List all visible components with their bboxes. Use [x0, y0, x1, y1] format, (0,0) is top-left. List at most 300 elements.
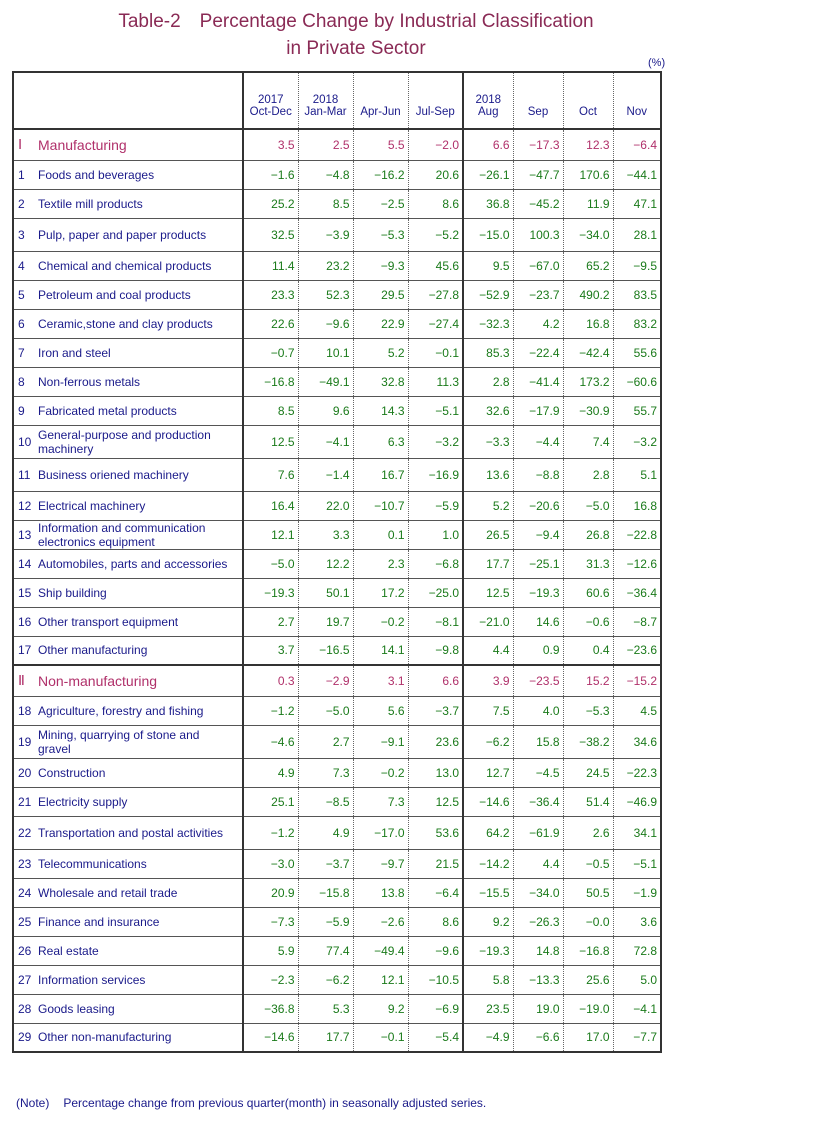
row-label — [13, 878, 243, 907]
value-cell: −8.7 — [613, 607, 661, 636]
column-header-year — [564, 94, 613, 106]
row-label — [13, 280, 243, 309]
value-cell: −10.7 — [353, 491, 408, 520]
row-label — [13, 849, 243, 878]
value-cell: −9.5 — [613, 251, 661, 280]
table-title — [0, 8, 712, 62]
value-cell: 32.8 — [353, 367, 408, 396]
value-cell: 9.5 — [463, 251, 513, 280]
value-cell: 12.1 — [243, 520, 298, 549]
row-label-text: Goods leasing — [38, 1001, 115, 1016]
table-row — [13, 425, 661, 458]
value-cell: −0.2 — [353, 607, 408, 636]
value-cell: 22.0 — [298, 491, 353, 520]
row-label-text: Foods and beverages — [38, 167, 155, 182]
value-cell: −34.0 — [513, 878, 563, 907]
table-body — [13, 72, 661, 1052]
value-cell: 2.8 — [563, 458, 613, 491]
value-cell: −17.3 — [513, 129, 563, 160]
value-cell: 28.1 — [613, 218, 661, 251]
row-label — [13, 607, 243, 636]
value-cell: 9.2 — [353, 994, 408, 1023]
value-cell: 2.8 — [463, 367, 513, 396]
row-label-text: Telecommunications — [38, 856, 147, 871]
row-number: 28 — [18, 1001, 32, 1016]
row-label — [13, 994, 243, 1023]
value-cell: 5.0 — [613, 965, 661, 994]
value-cell: 23.5 — [463, 994, 513, 1023]
value-cell: −0.1 — [408, 338, 463, 367]
value-cell: −17.0 — [353, 816, 408, 849]
value-cell: 0.4 — [563, 636, 613, 665]
value-cell: 23.2 — [298, 251, 353, 280]
row-label-text: Information services — [38, 972, 146, 987]
value-cell: 50.1 — [298, 578, 353, 607]
value-cell: 13.8 — [353, 878, 408, 907]
value-cell: −19.3 — [243, 578, 298, 607]
value-cell: −0.5 — [563, 849, 613, 878]
table-row — [13, 309, 661, 338]
value-cell: −5.3 — [563, 696, 613, 725]
value-cell: −4.4 — [513, 425, 563, 458]
value-cell: 6.6 — [408, 665, 463, 696]
value-cell: −15.8 — [298, 878, 353, 907]
row-label-text: Non-ferrous metals — [38, 374, 141, 389]
value-cell: −4.5 — [513, 758, 563, 787]
value-cell: −5.2 — [408, 218, 463, 251]
value-cell: 12.7 — [463, 758, 513, 787]
row-number: 14 — [18, 556, 32, 571]
value-cell: −5.1 — [408, 396, 463, 425]
value-cell: −34.0 — [563, 218, 613, 251]
value-cell: 5.2 — [463, 491, 513, 520]
row-label-text: Chemical and chemical products — [38, 258, 212, 273]
value-cell: −47.7 — [513, 160, 563, 189]
value-cell: 22.9 — [353, 309, 408, 338]
value-cell: −9.4 — [513, 520, 563, 549]
section-row — [13, 665, 661, 696]
value-cell: 72.8 — [613, 936, 661, 965]
row-label — [13, 636, 243, 665]
row-number: 22 — [18, 825, 32, 840]
value-cell: 65.2 — [563, 251, 613, 280]
value-cell: 53.6 — [408, 816, 463, 849]
value-cell: −16.8 — [243, 367, 298, 396]
table-row — [13, 491, 661, 520]
table-row — [13, 878, 661, 907]
value-cell: −2.9 — [298, 665, 353, 696]
value-cell: 100.3 — [513, 218, 563, 251]
value-cell: −14.6 — [243, 1023, 298, 1052]
row-label-text: Other non-manufacturing — [38, 1030, 172, 1045]
value-cell: −19.3 — [513, 578, 563, 607]
table-row — [13, 907, 661, 936]
table-row — [13, 189, 661, 218]
row-number: 19 — [18, 734, 32, 749]
value-cell: −3.7 — [298, 849, 353, 878]
row-label-text: Other transport equipment — [38, 614, 179, 629]
row-number: 1 — [18, 167, 25, 182]
value-cell: 3.7 — [243, 636, 298, 665]
value-cell: −3.0 — [243, 849, 298, 878]
row-label-text: General-purpose and production machinery — [38, 427, 211, 456]
value-cell: −0.0 — [563, 907, 613, 936]
row-label-text: Electricity supply — [38, 794, 128, 809]
row-label-text: Business oriened machinery — [38, 467, 189, 482]
value-cell: −45.2 — [513, 189, 563, 218]
title-line-1: Table-2 Percentage Change by Industrial Classification — [118, 11, 594, 32]
row-label — [13, 907, 243, 936]
value-cell: 83.5 — [613, 280, 661, 309]
table-row — [13, 696, 661, 725]
value-cell: 4.5 — [613, 696, 661, 725]
value-cell: −16.8 — [563, 936, 613, 965]
value-cell: −25.1 — [513, 549, 563, 578]
row-label — [13, 787, 243, 816]
value-cell: 14.3 — [353, 396, 408, 425]
value-cell: −41.4 — [513, 367, 563, 396]
value-cell: 5.5 — [353, 129, 408, 160]
value-cell: 7.6 — [243, 458, 298, 491]
row-label — [13, 251, 243, 280]
row-label-text: Transportation and postal activities — [38, 825, 223, 840]
value-cell: −5.9 — [298, 907, 353, 936]
table-row — [13, 160, 661, 189]
value-cell: −2.0 — [408, 129, 463, 160]
row-number: 27 — [18, 972, 32, 987]
row-label — [13, 338, 243, 367]
value-cell: 23.3 — [243, 280, 298, 309]
value-cell: −5.9 — [408, 491, 463, 520]
value-cell: −61.9 — [513, 816, 563, 849]
column-header-year — [614, 94, 661, 106]
value-cell: 4.4 — [463, 636, 513, 665]
value-cell: −52.9 — [463, 280, 513, 309]
value-cell: 24.5 — [563, 758, 613, 787]
value-cell: −36.4 — [513, 787, 563, 816]
value-cell: −3.2 — [408, 425, 463, 458]
value-cell: 19.7 — [298, 607, 353, 636]
value-cell: 26.8 — [563, 520, 613, 549]
value-cell: −6.2 — [298, 965, 353, 994]
value-cell: 5.8 — [463, 965, 513, 994]
value-cell: 5.3 — [298, 994, 353, 1023]
value-cell: −5.0 — [563, 491, 613, 520]
value-cell: −8.8 — [513, 458, 563, 491]
value-cell: 50.5 — [563, 878, 613, 907]
row-label-text: Pulp, paper and paper products — [38, 227, 207, 242]
value-cell: 5.1 — [613, 458, 661, 491]
table-row — [13, 1023, 661, 1052]
value-cell: −0.1 — [353, 1023, 408, 1052]
value-cell: −6.9 — [408, 994, 463, 1023]
value-cell: −9.6 — [408, 936, 463, 965]
row-label-text: Manufacturing — [38, 136, 127, 153]
value-cell: −9.3 — [353, 251, 408, 280]
column-header — [613, 72, 661, 129]
column-header — [563, 72, 613, 129]
value-cell: 5.9 — [243, 936, 298, 965]
value-cell: −5.0 — [298, 696, 353, 725]
value-cell: −60.6 — [613, 367, 661, 396]
table-row — [13, 338, 661, 367]
value-cell: 2.7 — [243, 607, 298, 636]
row-number: 3 — [18, 227, 25, 242]
row-label-text: Fabricated metal products — [38, 403, 177, 418]
value-cell: 17.0 — [563, 1023, 613, 1052]
row-number: 4 — [18, 258, 25, 273]
value-cell: 8.6 — [408, 907, 463, 936]
row-number: 20 — [18, 765, 32, 780]
table-row — [13, 367, 661, 396]
value-cell: 12.5 — [243, 425, 298, 458]
table-row — [13, 936, 661, 965]
row-label — [13, 160, 243, 189]
value-cell: −5.3 — [353, 218, 408, 251]
column-header — [243, 72, 298, 129]
table-row — [13, 965, 661, 994]
table-row — [13, 251, 661, 280]
row-label-text: Other manufacturing — [38, 643, 148, 658]
value-cell: −17.9 — [513, 396, 563, 425]
table-row — [13, 280, 661, 309]
table-row — [13, 994, 661, 1023]
value-cell: 23.6 — [408, 725, 463, 758]
column-header-period: Oct-Dec — [249, 106, 292, 118]
row-label-text: Iron and steel — [38, 345, 111, 360]
value-cell: −4.8 — [298, 160, 353, 189]
value-cell: 7.3 — [353, 787, 408, 816]
value-cell: −19.0 — [563, 994, 613, 1023]
column-header-year — [514, 94, 563, 106]
value-cell: 83.2 — [613, 309, 661, 338]
value-cell: 5.2 — [353, 338, 408, 367]
value-cell: −6.4 — [613, 129, 661, 160]
row-label — [13, 936, 243, 965]
value-cell: −6.2 — [463, 725, 513, 758]
value-cell: 13.0 — [408, 758, 463, 787]
value-cell: 12.3 — [563, 129, 613, 160]
value-cell: −16.9 — [408, 458, 463, 491]
value-cell: 4.9 — [298, 816, 353, 849]
value-cell: −44.1 — [613, 160, 661, 189]
column-header-period: Jan-Mar — [304, 106, 347, 118]
value-cell: 25.6 — [563, 965, 613, 994]
value-cell: 15.8 — [513, 725, 563, 758]
column-header-period: Aug — [478, 106, 499, 118]
row-label — [13, 425, 243, 458]
row-number: 29 — [18, 1030, 32, 1045]
value-cell: −22.3 — [613, 758, 661, 787]
value-cell: 34.6 — [613, 725, 661, 758]
value-cell: −9.8 — [408, 636, 463, 665]
value-cell: 12.2 — [298, 549, 353, 578]
column-header-period: Sep — [527, 106, 549, 118]
row-label — [13, 189, 243, 218]
row-label — [13, 665, 243, 696]
value-cell: −36.4 — [613, 578, 661, 607]
value-cell: −27.4 — [408, 309, 463, 338]
value-cell: 20.6 — [408, 160, 463, 189]
value-cell: −8.5 — [298, 787, 353, 816]
row-number: 12 — [18, 498, 32, 513]
table-row — [13, 636, 661, 665]
value-cell: −8.1 — [408, 607, 463, 636]
value-cell: −6.8 — [408, 549, 463, 578]
row-label — [13, 396, 243, 425]
value-cell: 45.6 — [408, 251, 463, 280]
row-number: 8 — [18, 374, 25, 389]
value-cell: 12.5 — [463, 578, 513, 607]
value-cell: 16.8 — [563, 309, 613, 338]
table-row — [13, 607, 661, 636]
value-cell: −42.4 — [563, 338, 613, 367]
row-label — [13, 129, 243, 160]
column-header-period: Apr-Jun — [360, 106, 401, 118]
row-label-text: Construction — [38, 765, 106, 780]
column-header — [408, 72, 463, 129]
value-cell: 8.6 — [408, 189, 463, 218]
value-cell: −5.1 — [613, 849, 661, 878]
table-row — [13, 458, 661, 491]
value-cell: 19.0 — [513, 994, 563, 1023]
value-cell: 20.9 — [243, 878, 298, 907]
row-label-text: Real estate — [38, 943, 99, 958]
row-label — [13, 696, 243, 725]
column-header-period: Jul-Sep — [415, 106, 455, 118]
value-cell: 14.6 — [513, 607, 563, 636]
column-header — [353, 72, 408, 129]
value-cell: −6.4 — [408, 878, 463, 907]
row-number: 17 — [18, 643, 32, 658]
value-cell: 32.5 — [243, 218, 298, 251]
value-cell: 170.6 — [563, 160, 613, 189]
row-number: 11 — [18, 467, 31, 482]
value-cell: −14.6 — [463, 787, 513, 816]
value-cell: 14.1 — [353, 636, 408, 665]
value-cell: 3.9 — [463, 665, 513, 696]
value-cell: −19.3 — [463, 936, 513, 965]
value-cell: −4.1 — [613, 994, 661, 1023]
table-row — [13, 520, 661, 549]
value-cell: −5.4 — [408, 1023, 463, 1052]
value-cell: 3.6 — [613, 907, 661, 936]
row-number: 16 — [18, 614, 32, 629]
value-cell: −32.3 — [463, 309, 513, 338]
row-label — [13, 520, 243, 549]
value-cell: 16.8 — [613, 491, 661, 520]
row-label — [13, 1023, 243, 1052]
value-cell: 32.6 — [463, 396, 513, 425]
value-cell: −0.2 — [353, 758, 408, 787]
value-cell: 4.9 — [243, 758, 298, 787]
value-cell: −30.9 — [563, 396, 613, 425]
column-header-year — [409, 94, 463, 106]
value-cell: 7.3 — [298, 758, 353, 787]
value-cell: 2.6 — [563, 816, 613, 849]
row-label-text: Agriculture, forestry and fishing — [38, 703, 204, 718]
value-cell: 8.5 — [243, 396, 298, 425]
value-cell: 9.6 — [298, 396, 353, 425]
value-cell: −1.4 — [298, 458, 353, 491]
header-label-cell — [13, 72, 243, 129]
value-cell: −7.7 — [613, 1023, 661, 1052]
value-cell: −49.4 — [353, 936, 408, 965]
value-cell: −22.4 — [513, 338, 563, 367]
value-cell: 17.7 — [298, 1023, 353, 1052]
value-cell: 15.2 — [563, 665, 613, 696]
row-label-text: Textile mill products — [38, 196, 143, 211]
value-cell: −27.8 — [408, 280, 463, 309]
row-number: 24 — [18, 885, 32, 900]
value-cell: −2.3 — [243, 965, 298, 994]
value-cell: 60.6 — [563, 578, 613, 607]
value-cell: −14.2 — [463, 849, 513, 878]
value-cell: −3.3 — [463, 425, 513, 458]
value-cell: 6.6 — [463, 129, 513, 160]
row-label — [13, 758, 243, 787]
value-cell: 9.2 — [463, 907, 513, 936]
value-cell: 12.1 — [353, 965, 408, 994]
value-cell: 0.9 — [513, 636, 563, 665]
value-cell: 0.1 — [353, 520, 408, 549]
value-cell: −22.8 — [613, 520, 661, 549]
value-cell: 490.2 — [563, 280, 613, 309]
value-cell: 10.1 — [298, 338, 353, 367]
value-cell: −23.5 — [513, 665, 563, 696]
row-number: 10 — [18, 434, 32, 449]
value-cell: −26.1 — [463, 160, 513, 189]
row-number: 13 — [18, 527, 32, 542]
value-cell: 11.3 — [408, 367, 463, 396]
row-number: 5 — [18, 287, 25, 302]
value-cell: −3.7 — [408, 696, 463, 725]
value-cell: −3.9 — [298, 218, 353, 251]
value-cell: 85.3 — [463, 338, 513, 367]
row-label — [13, 965, 243, 994]
table-row — [13, 816, 661, 849]
row-number: 15 — [18, 585, 32, 600]
value-cell: −10.5 — [408, 965, 463, 994]
column-header-period: Nov — [626, 106, 647, 118]
value-cell: −9.7 — [353, 849, 408, 878]
row-label-text: Electrical machinery — [38, 498, 146, 513]
value-cell: 25.1 — [243, 787, 298, 816]
value-cell: −46.9 — [613, 787, 661, 816]
column-header-year: 2018 — [475, 94, 502, 106]
value-cell: −13.3 — [513, 965, 563, 994]
value-cell: 3.5 — [243, 129, 298, 160]
value-cell: −1.2 — [243, 816, 298, 849]
value-cell: 77.4 — [298, 936, 353, 965]
row-label-text: Mining, quarrying of stone and gravel — [38, 727, 200, 756]
value-cell: −1.9 — [613, 878, 661, 907]
value-cell: 4.0 — [513, 696, 563, 725]
value-cell: 14.8 — [513, 936, 563, 965]
value-cell: 29.5 — [353, 280, 408, 309]
row-label — [13, 309, 243, 338]
value-cell: −23.6 — [613, 636, 661, 665]
value-cell: 64.2 — [463, 816, 513, 849]
row-label-text: Ceramic,stone and clay products — [38, 316, 213, 331]
value-cell: 25.2 — [243, 189, 298, 218]
data-table — [12, 71, 662, 1053]
value-cell: −4.6 — [243, 725, 298, 758]
row-label-text: Information and communication electronics equipment — [38, 520, 206, 549]
column-header-year: 2017 — [257, 94, 284, 106]
value-cell: −4.9 — [463, 1023, 513, 1052]
value-cell: −16.5 — [298, 636, 353, 665]
